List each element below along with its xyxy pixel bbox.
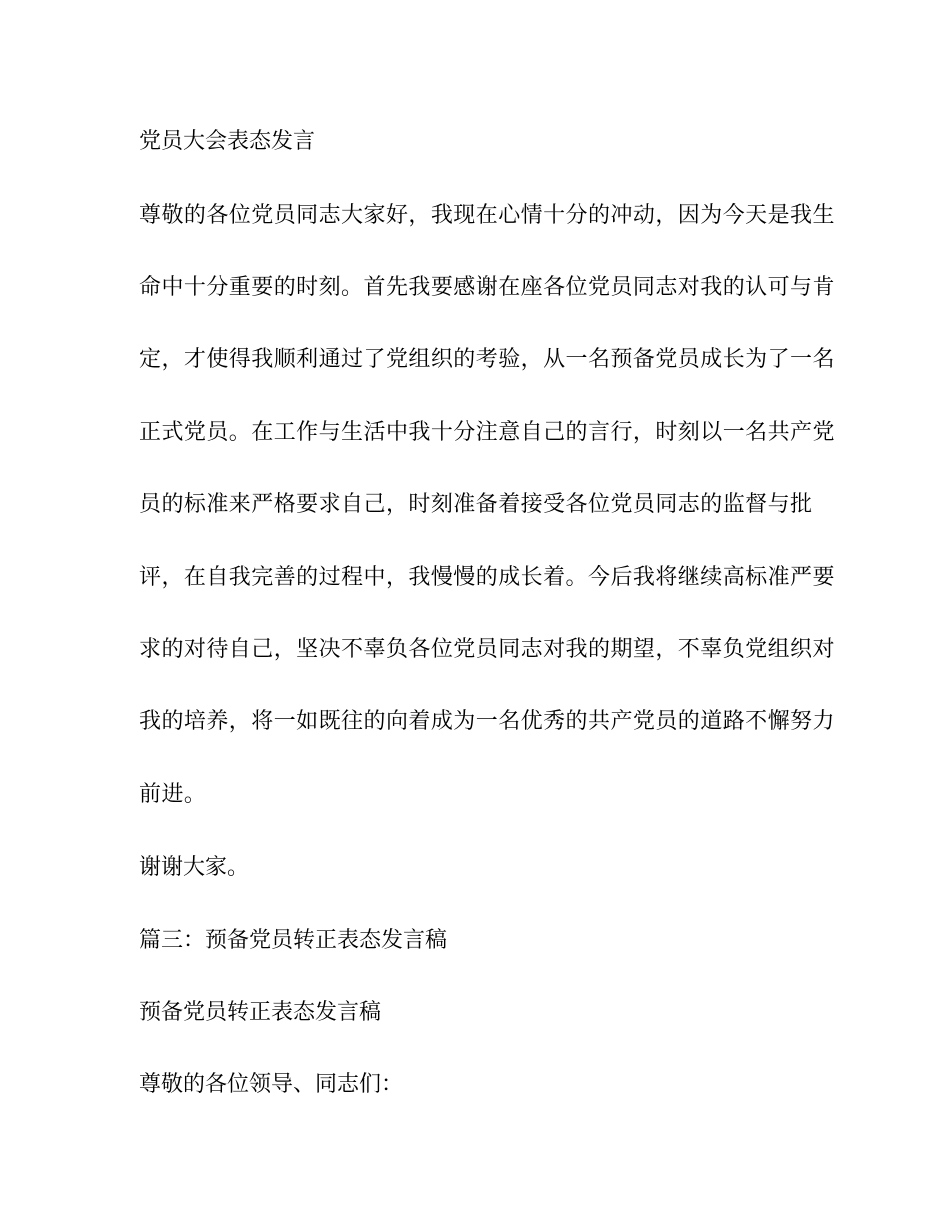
salutation-line: 尊敬的各位领导、同志们： bbox=[139, 1072, 404, 1097]
paragraph-line: 定，才使得我顺利通过了党组织的考验，从一名预备党员成长为了一名 bbox=[139, 347, 835, 372]
paragraph-line: 正式党员。在工作与生活中我十分注意自己的言行，时刻以一名共产党 bbox=[139, 420, 835, 445]
paragraph-line: 尊敬的各位党员同志大家好，我现在心情十分的冲动，因为今天是我生 bbox=[139, 203, 835, 228]
paragraph-line: 我的培养，将一如既往的向着成为一名优秀的共产党员的道路不懈努力 bbox=[139, 709, 835, 734]
paragraph-line: 求的对待自己，坚决不辜负各位党员同志对我的期望，不辜负党组织对 bbox=[139, 637, 835, 662]
paragraph-line: 评，在自我完善的过程中，我慢慢的成长着。今后我将继续高标准严要 bbox=[139, 565, 835, 590]
document-heading: 党员大会表态发言 bbox=[139, 129, 316, 154]
paragraph-line: 前进。 bbox=[139, 782, 207, 807]
section-heading: 篇三：预备党员转正表态发言稿 bbox=[139, 928, 448, 953]
paragraph-line: 员的标准来严格要求自己，时刻准备着接受各位党员同志的监督与批 bbox=[139, 492, 813, 517]
paragraph-line: 命中十分重要的时刻。首先我要感谢在座各位党员同志对我的认可与肯 bbox=[139, 275, 835, 300]
section-title: 预备党员转正表态发言稿 bbox=[139, 1000, 382, 1025]
thanks-line: 谢谢大家。 bbox=[139, 855, 250, 880]
